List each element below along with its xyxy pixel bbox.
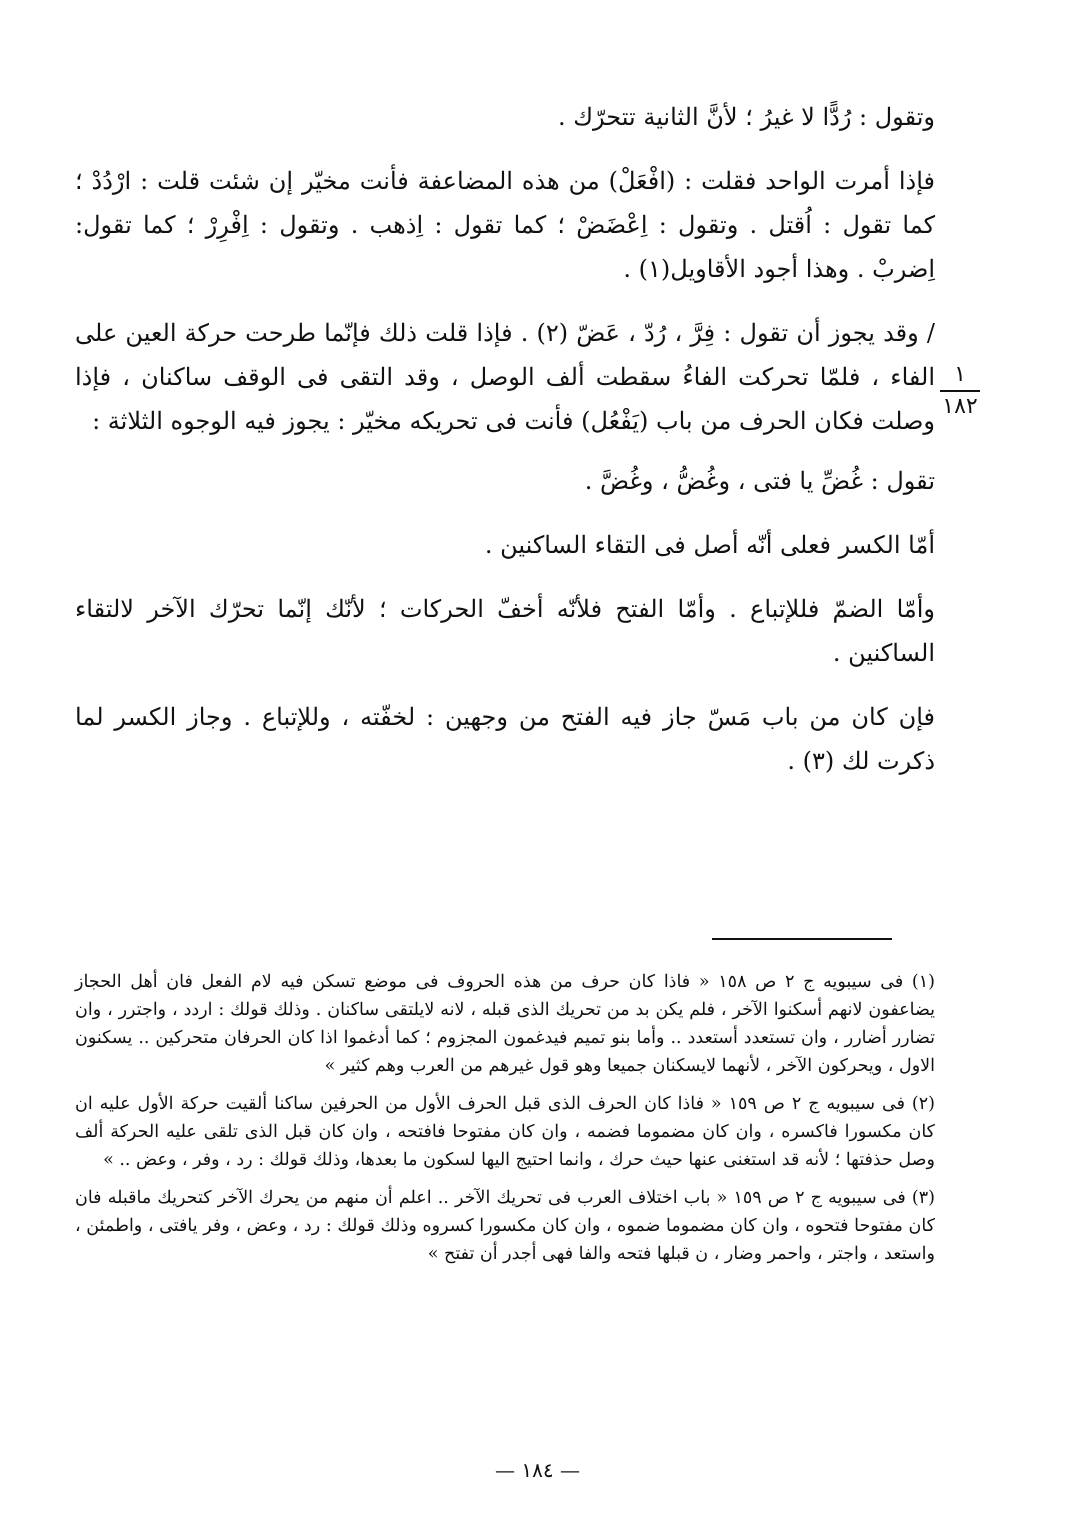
paragraph: أمّا الكسر فعلى أنّه أصل فى التقاء الساكنين . (484, 531, 935, 559)
paragraph: تقول : غُضِّ يا فتى ، وغُضُّ ، وغُضَّ . (584, 467, 935, 495)
paragraph: وتقول : رُدًّا لا غيرُ ؛ لأنَّ الثانية تتحرّك . (558, 103, 935, 131)
paragraph: وأمّا الضمّ فللإتباع . وأمّا الفتح فلأنّه أخفّ الحركات ؛ لأنّك إنّما تحرّك الآخر لالتقاء الساكنين . (75, 595, 935, 667)
margin-reference-top: ١ (940, 360, 980, 392)
page-number: — ١٨٤ — (495, 1458, 580, 1482)
paragraph: / وقد يجوز أن تقول : فِرَّ ، رُدّ ، عَضّ (٢) . فإذا قلت ذلك فإنّما طرحت حركة العين على الفاء ، فلمّا تحركت الفاءُ سقطت ألف الوصل ، وقد التقى فى الوقف ساكنان ، فإذا وصلت فكان الحرف من باب (يَفْعُل) فأنت فى تحريكه مخيّر : يجوز فيه الوجوه الثلاثة : (75, 319, 936, 435)
margin-reference-bottom: ١٨٢ (942, 394, 978, 419)
footnote: (٢) فى سيبويه ج ٢ ص ١٥٩ « فاذا كان الحرف الذى قبل الحرف الأول من الحرفين ساكنا ألقيت حركة الأول عليه ان كان مكسورا فاكسره ، وان كان مضموما فضمه ، وان كان مفتوحا فافتحه ، وان كان قبل الذى تلقى عليه الحركة ألف وصل حذفتها ؛ لأنه قد استغنى عنها حيث حرك ، وانما احتيج اليها لسكون ما بعدها، وذلك قولك : رد ، وفر ، وعض .. » (75, 1094, 935, 1170)
footnote: (٣) فى سيبويه ج ٢ ص ١٥٩ « باب اختلاف العرب فى تحريك الآخر .. اعلم أن منهم من يحرك الآخر كتحريك ماقبله فان كان مفتوحا فتحوه ، وان كان مضموما ضموه ، وان كان مكسورا كسروه وذلك قولك : رد ، وعض ، وفر يافتى ، واطمئن ، واستعد ، واجتر ، واحمر وضار ، ن قبلها فتحه والفا فهى أجدر أن تفتح » (75, 1188, 935, 1264)
paragraph: فإن كان من باب مَسّ جاز فيه الفتح من وجهين : لخفّته ، وللإتباع . وجاز الكسر لما ذكرت لك (٣) . (75, 703, 935, 775)
footnote-separator (712, 938, 892, 940)
footnotes (75, 968, 935, 1278)
paragraph: فإذا أمرت الواحد فقلت : (افْعَلْ) من هذه المضاعفة فأنت مخيّر إن شئت قلت : ارْدُدْ ؛ كما تقول : اُقتل . وتقول : اِعْضَضْ ؛ كما تقول : اِذهب . وتقول : اِفْرِرْ ؛ كما تقول: اِضربْ . وهذا أجود الأقاويل(١) . (75, 167, 935, 283)
margin-page-reference (940, 360, 980, 422)
footnote: (١) فى سيبويه ج ٢ ص ١٥٨ « فاذا كان حرف من هذه الحروف فى موضع تسكن فيه لام الفعل فان أهل الحجاز يضاعفون لانهم أسكنوا الآخر ، فلم يكن بد من تحريك الذى قبله ، لانه لايلتقى ساكنان . وذلك قولك : اردد ، واجترر ، وان تضارر أضارر ، وان تستعدد أستعدد .. وأما بنو تميم فيدغمون المجزوم ؛ كما أدغموا اذا كان الحرفان متحركين .. يسكنون الاول ، ويحركون الآخر ، لأنهما لايسكنان جميعا وهو قول غيرهم من العرب وهم كثير » (75, 972, 935, 1076)
main-text (75, 95, 935, 803)
